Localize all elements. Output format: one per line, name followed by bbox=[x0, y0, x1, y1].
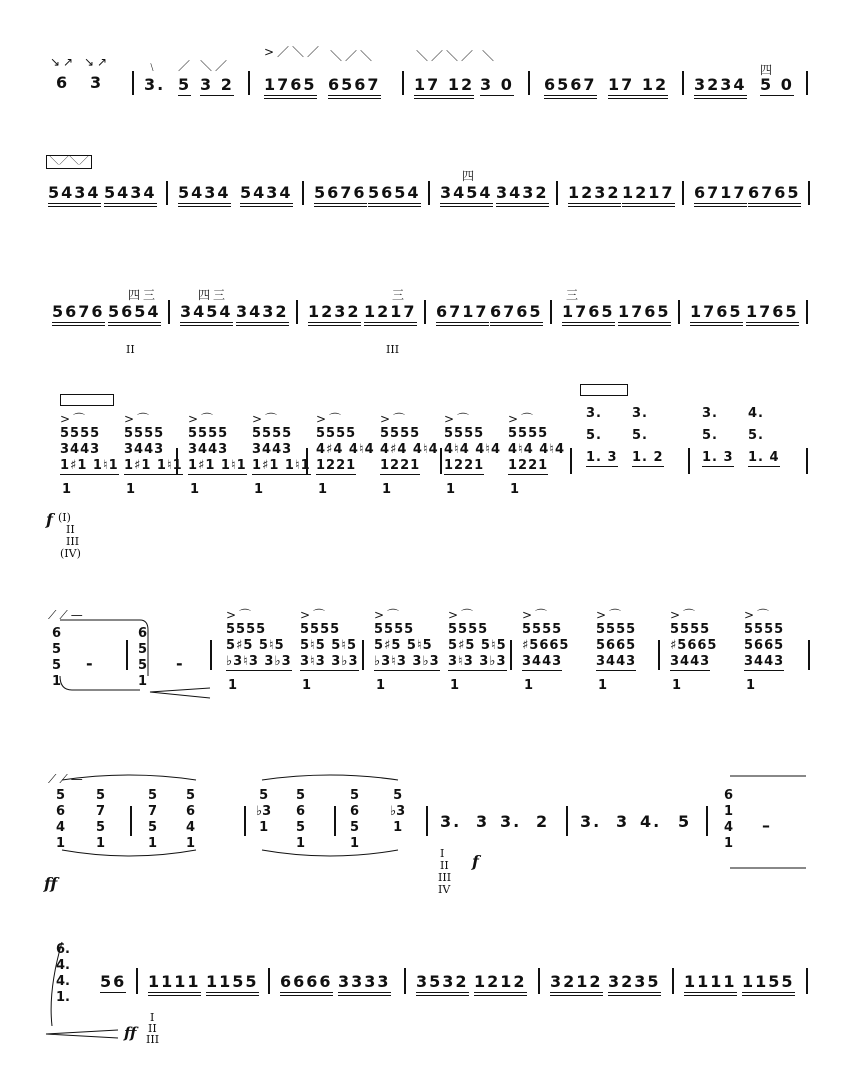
note-group: 1111 bbox=[148, 972, 201, 996]
string-indicator: (I) bbox=[58, 511, 71, 524]
chord-line-mid: 4♮4 4♮4 bbox=[508, 442, 566, 457]
chord-line-bot: 1. 3 bbox=[702, 450, 734, 465]
dynamic-mark: f bbox=[472, 852, 479, 871]
chord-line-top: 5555 bbox=[124, 426, 165, 441]
note: 6 bbox=[52, 626, 62, 641]
ornament-mark: 四 bbox=[760, 63, 776, 77]
note-group: 3. bbox=[500, 812, 522, 831]
slur-mark: >⌒ bbox=[374, 608, 403, 622]
note-group: 3432 bbox=[496, 183, 549, 207]
note: 5 bbox=[138, 658, 148, 673]
chord-line-top: 5555 bbox=[60, 426, 101, 441]
chord-line-mid: ♯5665 bbox=[670, 638, 718, 653]
chord-line-mid: 4♮4 4♮4 bbox=[444, 442, 502, 457]
slur-mark: >⌒ bbox=[448, 608, 477, 622]
ornament-mark: ＼／＼／ bbox=[416, 49, 477, 63]
note-group: 1212 bbox=[474, 972, 527, 996]
chord-line-mid: 4♯4 4♮4 bbox=[380, 442, 439, 457]
bass-note: 1 bbox=[598, 678, 609, 693]
note-group: 3333 bbox=[338, 972, 391, 996]
chord-line-mid: 5♯5 5♮5 bbox=[374, 638, 433, 653]
string-indicator: III bbox=[66, 535, 80, 548]
chord-line-mid: 5665 bbox=[744, 638, 785, 653]
chord-line-mid: 3443 bbox=[60, 442, 101, 457]
note-group: 5654 bbox=[368, 183, 421, 207]
chord-line-bot: ♭3♮3 3♭3 bbox=[374, 654, 440, 669]
bass-note: 1 bbox=[228, 678, 239, 693]
note-group: 3. bbox=[440, 812, 462, 831]
chord-line-bot: 1. 2 bbox=[632, 450, 664, 465]
note-group: 17 12 bbox=[608, 75, 668, 99]
note-group: 6 bbox=[56, 73, 70, 92]
chord-line-mid: 3443 bbox=[252, 442, 293, 457]
tie-bracket bbox=[262, 775, 398, 856]
note-group: 5676 bbox=[52, 302, 105, 326]
chord-line-bot: 1. 3 bbox=[586, 450, 618, 465]
slur-mark: >⌒ bbox=[744, 608, 773, 622]
slur-mark: >⌒ bbox=[188, 412, 217, 426]
slur-mark: >⌒ bbox=[670, 608, 699, 622]
chord-line-mid: 3443 bbox=[124, 442, 165, 457]
note-group: 3 bbox=[90, 73, 104, 92]
note-group: 1155 bbox=[206, 972, 259, 996]
note: 1 bbox=[138, 674, 148, 689]
note-group: 3454 bbox=[440, 183, 493, 207]
slur-mark: >⌒ bbox=[522, 608, 551, 622]
note-group: 1155 bbox=[742, 972, 795, 996]
note-group: 3212 bbox=[550, 972, 603, 996]
string-indicator: II bbox=[126, 343, 135, 356]
note-group: 1765 bbox=[618, 302, 671, 326]
chord-line-top: 3. bbox=[702, 406, 718, 421]
note-group: 5434 bbox=[48, 183, 101, 207]
bass-note: 1 bbox=[62, 482, 73, 497]
tremolo-box: ＼／＼／ bbox=[46, 155, 92, 169]
chord: 5 6 4 1 bbox=[186, 788, 196, 851]
string-indicator: II bbox=[148, 1022, 157, 1035]
chord-line-bot: 1221 bbox=[316, 458, 357, 473]
slur-mark: >⌒ bbox=[252, 412, 281, 426]
finger-mark: 三 bbox=[566, 288, 582, 302]
chord-line-mid: ♯5665 bbox=[522, 638, 570, 653]
chord-line-bot: 1221 bbox=[444, 458, 485, 473]
note-group: 3532 bbox=[416, 972, 469, 996]
ornament-mark: 四 bbox=[462, 169, 478, 183]
bass-note: 1 bbox=[446, 482, 457, 497]
note: 4. bbox=[56, 974, 70, 989]
note-group: 5434 bbox=[240, 183, 293, 207]
note-group: 4. bbox=[640, 812, 662, 831]
note-group: 3 bbox=[476, 812, 490, 831]
bass-note: 1 bbox=[376, 678, 387, 693]
chord-line-top: 5555 bbox=[522, 622, 563, 637]
note-group: 3432 bbox=[236, 302, 289, 326]
bass-note: 1 bbox=[382, 482, 393, 497]
string-indicator: II bbox=[440, 859, 449, 872]
slur-mark: >⌒ bbox=[60, 412, 89, 426]
chord-line-bot: 3443 bbox=[596, 654, 637, 669]
note-group: 6567 bbox=[544, 75, 597, 99]
note-group: 6567 bbox=[328, 75, 381, 99]
ornament-mark: ↘↗ bbox=[50, 55, 77, 69]
note-group: 3. bbox=[144, 75, 166, 94]
note: 1. bbox=[56, 990, 70, 1005]
chord-line-mid: 5. bbox=[632, 428, 648, 443]
note-group: 1232 bbox=[308, 302, 361, 326]
ornament-mark: ／ bbox=[178, 59, 194, 73]
tie-bracket bbox=[51, 942, 62, 1026]
note-group: 1765 bbox=[562, 302, 615, 326]
ornament-mark: ＼ bbox=[482, 49, 498, 63]
bass-note: 1 bbox=[254, 482, 265, 497]
string-indicator: III bbox=[146, 1033, 160, 1046]
chord-line-mid: 5♮5 5♮5 bbox=[300, 638, 358, 653]
note-group: 1765 bbox=[690, 302, 743, 326]
note-group: 6717 bbox=[694, 183, 747, 207]
note-group: 1232 bbox=[568, 183, 621, 207]
slur-mark: >⌒ bbox=[508, 412, 537, 426]
chord-line-top: 5555 bbox=[300, 622, 341, 637]
chord-line-bot: 1♯1 1♮1 bbox=[60, 458, 119, 473]
note-group: 5434 bbox=[178, 183, 231, 207]
slur-mark: >⌒ bbox=[124, 412, 153, 426]
note-group: 6765 bbox=[748, 183, 801, 207]
note-group: 5 bbox=[678, 812, 692, 831]
chord-line-bot: 3♮3 3♭3 bbox=[448, 654, 507, 669]
chord: 5 6 5 1 bbox=[296, 788, 306, 851]
chord-line-bot: 1. 4 bbox=[748, 450, 780, 465]
note-group: 3. bbox=[580, 812, 602, 831]
chord-line-top: 4. bbox=[748, 406, 764, 421]
note-group: 3 bbox=[616, 812, 630, 831]
chord-line-top: 5555 bbox=[670, 622, 711, 637]
note-group: 1765 bbox=[746, 302, 799, 326]
note-group: 3235 bbox=[608, 972, 661, 996]
note-group: 1111 bbox=[684, 972, 737, 996]
slur-mark: >⌒ bbox=[380, 412, 409, 426]
chord-line-top: 5555 bbox=[444, 426, 485, 441]
crescendo-hairpin bbox=[46, 1030, 118, 1038]
note-group: 5434 bbox=[104, 183, 157, 207]
string-indicator: II bbox=[66, 523, 75, 536]
chord-line-top: 5555 bbox=[316, 426, 357, 441]
string-indicator: I bbox=[150, 1011, 155, 1024]
note-group: 3 2 bbox=[200, 75, 234, 94]
note-group: 1217 bbox=[364, 302, 417, 326]
chord: 5 ♭3 1 bbox=[256, 788, 272, 835]
chord: 5 7 5 1 bbox=[148, 788, 158, 851]
bass-note: 1 bbox=[190, 482, 201, 497]
note-group: 3234 bbox=[694, 75, 747, 99]
note: 5 bbox=[138, 642, 148, 657]
note-group: 17 12 bbox=[414, 75, 474, 99]
ornament-mark: ⟋⟋— bbox=[48, 772, 86, 786]
note-group: 3 0 bbox=[480, 75, 514, 94]
chord-line-mid: 5. bbox=[702, 428, 718, 443]
note: 5 bbox=[52, 642, 62, 657]
note-group: 3454 bbox=[180, 302, 233, 326]
chord-line-top: 5555 bbox=[380, 426, 421, 441]
chord-line-bot: 1♯1 1♮1 bbox=[124, 458, 183, 473]
note: 1 bbox=[52, 674, 62, 689]
finger-mark: 三 bbox=[392, 288, 408, 302]
note-group: 5 0 bbox=[760, 75, 794, 94]
string-indicator: III bbox=[438, 871, 452, 884]
ornament-mark: ⟋⟋— bbox=[48, 608, 86, 622]
chord-line-top: 5555 bbox=[226, 622, 267, 637]
chord: 5 ♭3 1 bbox=[390, 788, 406, 835]
slur-mark: >⌒ bbox=[316, 412, 345, 426]
note-group: 5654 bbox=[108, 302, 161, 326]
chord-line-top: 5555 bbox=[744, 622, 785, 637]
chord-line-top: 3. bbox=[586, 406, 602, 421]
ornament-mark: ↘↗ bbox=[84, 55, 111, 69]
held-chord: 6 1 4 1 bbox=[724, 788, 734, 851]
slur-mark: >⌒ bbox=[300, 608, 329, 622]
dynamic-mark: ff bbox=[124, 1024, 137, 1042]
note: 5 bbox=[52, 658, 62, 673]
bass-note: 1 bbox=[746, 678, 757, 693]
ornament-mark: ﹨ bbox=[146, 59, 162, 73]
chord-line-bot: ♭3♮3 3♭3 bbox=[226, 654, 292, 669]
chord-line-top: 5555 bbox=[188, 426, 229, 441]
chord-line-mid: 5665 bbox=[596, 638, 637, 653]
tie-bracket bbox=[60, 676, 140, 690]
chord-line-mid: 5♯5 5♮5 bbox=[226, 638, 285, 653]
chord-line-bot: 1221 bbox=[508, 458, 549, 473]
note-group: 1765 bbox=[264, 75, 317, 99]
ornament-mark: >／＼／ bbox=[264, 45, 323, 59]
bass-note: 1 bbox=[126, 482, 137, 497]
chord-line-bot: 3443 bbox=[522, 654, 563, 669]
slur-mark: >⌒ bbox=[226, 608, 255, 622]
chord-line-bot: 3♮3 3♭3 bbox=[300, 654, 359, 669]
note-group: 1217 bbox=[622, 183, 675, 207]
note-group: 56 bbox=[100, 972, 127, 991]
chord-line-top: 5555 bbox=[252, 426, 293, 441]
tie-bracket bbox=[60, 620, 148, 676]
ornament-mark: ＼／ bbox=[200, 59, 231, 73]
note: 4. bbox=[56, 958, 70, 973]
crescendo-hairpin bbox=[150, 688, 210, 698]
chord: 5 6 5 1 bbox=[350, 788, 360, 851]
ornament-mark: ＼／＼ bbox=[330, 49, 376, 63]
chord-line-bot: 3443 bbox=[670, 654, 711, 669]
chord-line-mid: 3443 bbox=[188, 442, 229, 457]
rest-dash: - bbox=[86, 654, 95, 673]
chord: 5 7 5 1 bbox=[96, 788, 106, 851]
chord-line-mid: 5♯5 5♮5 bbox=[448, 638, 507, 653]
bass-note: 1 bbox=[318, 482, 329, 497]
rest-dash: – bbox=[762, 816, 772, 835]
note-group: 2 bbox=[536, 812, 550, 831]
chord-line-top: 5555 bbox=[596, 622, 637, 637]
chord-line-mid: 5. bbox=[748, 428, 764, 443]
slur-mark: >⌒ bbox=[596, 608, 625, 622]
note-group: 5676 bbox=[314, 183, 367, 207]
string-indicator: I bbox=[440, 847, 445, 860]
note-group: 6717 bbox=[436, 302, 489, 326]
chord-line-top: 5555 bbox=[374, 622, 415, 637]
chord: 5 6 4 1 bbox=[56, 788, 66, 851]
dynamic-mark: ff bbox=[44, 874, 58, 893]
chord-line-bot: 1♯1 1♮1 bbox=[252, 458, 311, 473]
note-group: 6666 bbox=[280, 972, 333, 996]
chord-line-top: 3. bbox=[632, 406, 648, 421]
string-indicator: IV bbox=[438, 883, 451, 896]
chord-line-bot: 3443 bbox=[744, 654, 785, 669]
note: 6. bbox=[56, 942, 70, 957]
bass-note: 1 bbox=[672, 678, 683, 693]
bass-note: 1 bbox=[510, 482, 521, 497]
chord-line-top: 5555 bbox=[448, 622, 489, 637]
tie-bracket bbox=[62, 775, 196, 856]
string-indicator: III bbox=[386, 343, 400, 356]
finger-mark: 四三 bbox=[198, 288, 229, 302]
bass-note: 1 bbox=[302, 678, 313, 693]
string-indicator: (IV) bbox=[60, 547, 81, 560]
note-group: 5 bbox=[178, 75, 192, 94]
bass-note: 1 bbox=[450, 678, 461, 693]
bass-note: 1 bbox=[524, 678, 535, 693]
chord-line-bot: 1221 bbox=[380, 458, 421, 473]
chord-line-mid: 5. bbox=[586, 428, 602, 443]
dynamic-mark: f bbox=[46, 510, 53, 529]
finger-mark: 四三 bbox=[128, 288, 159, 302]
note: 6 bbox=[138, 626, 148, 641]
rest-dash: - bbox=[176, 654, 185, 673]
note-group: 6765 bbox=[490, 302, 543, 326]
slur-mark: >⌒ bbox=[444, 412, 473, 426]
chord-line-mid: 4♯4 4♮4 bbox=[316, 442, 375, 457]
chord-line-top: 5555 bbox=[508, 426, 549, 441]
chord-line-bot: 1♯1 1♮1 bbox=[188, 458, 247, 473]
